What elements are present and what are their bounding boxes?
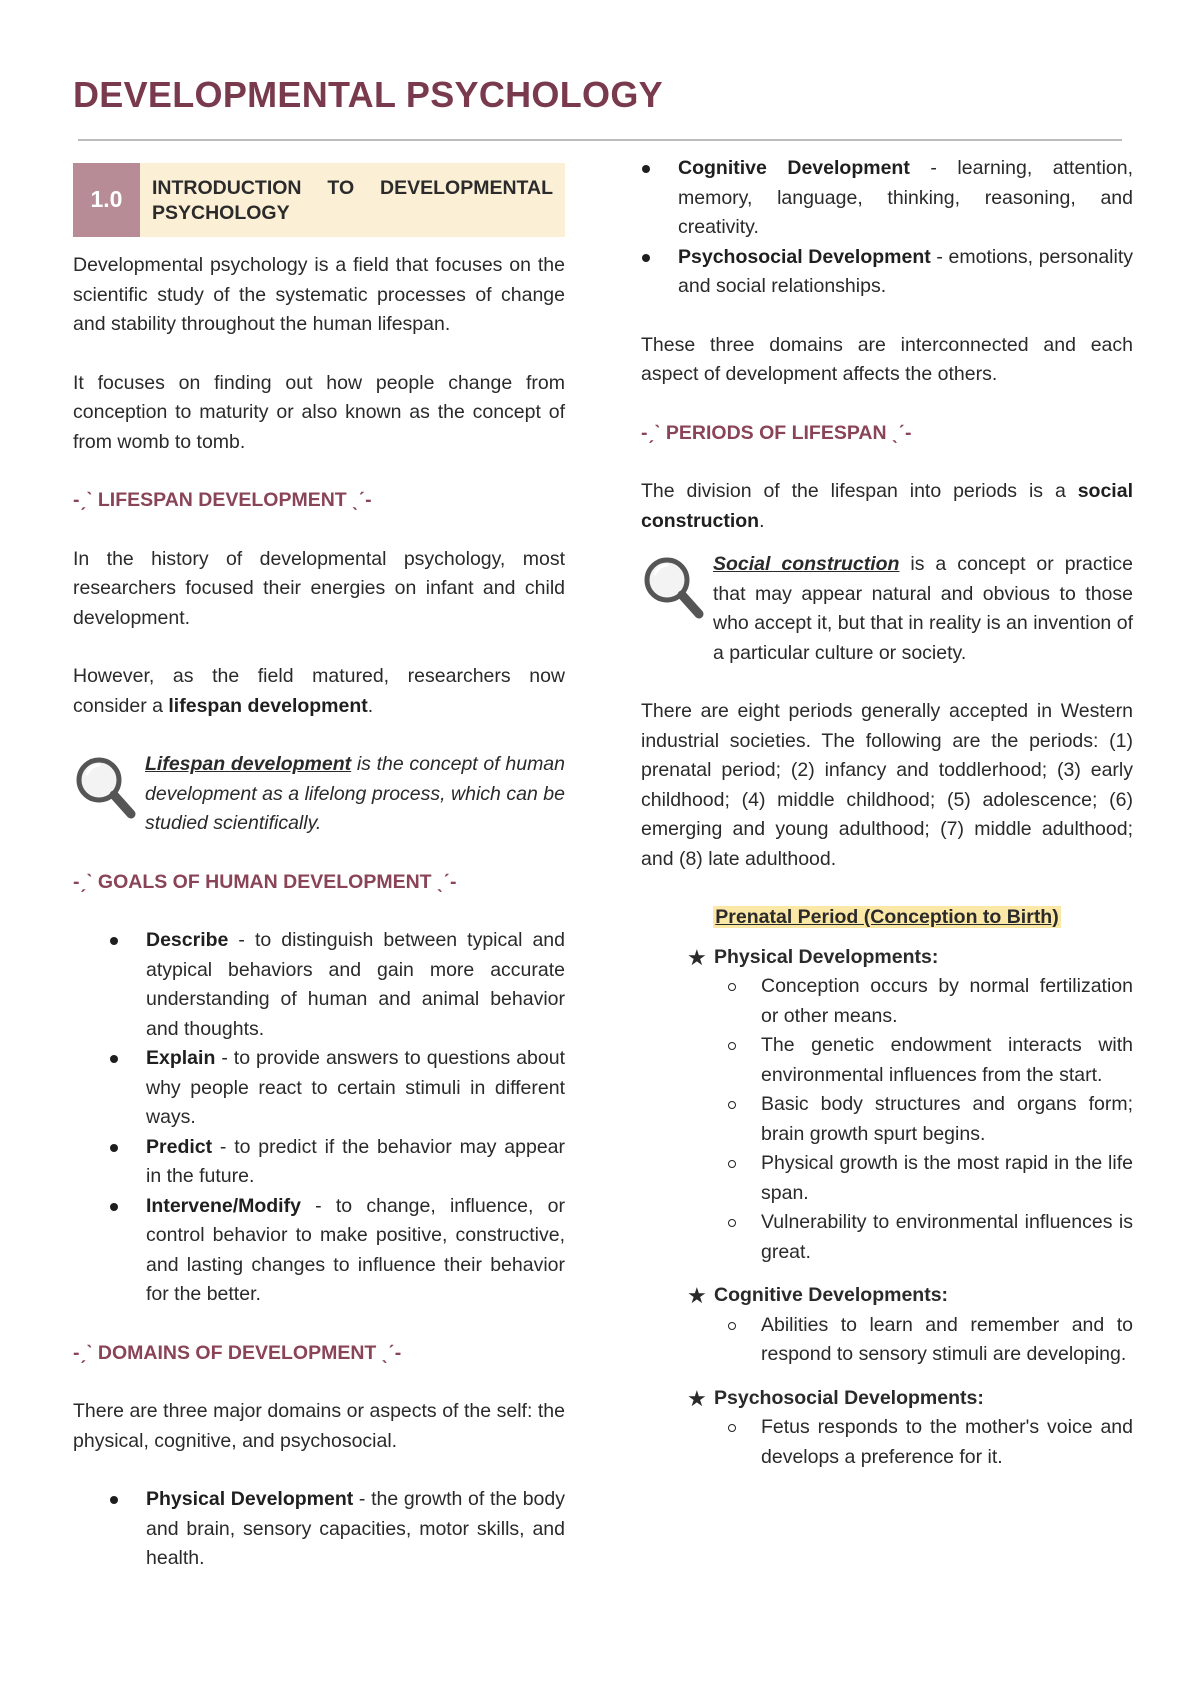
list-item: Psychosocial Development - emotions, personality and social relationships.	[678, 243, 1133, 302]
periods-paragraph-2: There are eight periods generally accepted in Western industrial societies. The following are the periods: (1) prenatal period; (2) infancy and toddlerhood; (3) early childhood; (4) middle childhood; (5) adolescence; (6) emerging and young adulthood; (7) middle adulthood; and (8) late adulthood.	[641, 700, 1133, 870]
section-header	[73, 163, 565, 237]
lifespan-paragraph-2: However, as the field matured, researchers now consider a lifespan development.	[73, 665, 565, 717]
star-icon: ★	[687, 1385, 707, 1411]
domains-intro: There are three major domains or aspects of the self: the physical, cognitive, and psychosocial.	[73, 1400, 565, 1452]
list-item: Basic body structures and organs form; brain growth spurt begins.	[761, 1090, 1133, 1149]
periods-heading: -ˏˋ PERIODS OF LIFESPAN ˎˊ-	[641, 421, 912, 444]
star-icon: ★	[687, 944, 707, 970]
intro-paragraph-2: It focuses on finding out how people change from conception to maturity or also known as the concept of from womb to tomb.	[73, 371, 565, 453]
magnifier-icon	[641, 550, 713, 634]
page-title: DEVELOPMENTAL PSYCHOLOGY	[73, 74, 663, 115]
star-icon: ★	[687, 1283, 707, 1308]
social-construction-term: social construction	[641, 480, 1133, 532]
psychosocial-developments-list	[641, 1413, 1133, 1472]
list-item: Physical growth is the most rapid in the life span.	[761, 1149, 1133, 1208]
callout-term: Social construction	[713, 553, 900, 575]
section-title: INTRODUCTION TO DEVELOPMENTAL PSYCHOLOGY	[152, 177, 553, 224]
list-item: The genetic endowment interacts with environmental influences from the start.	[761, 1031, 1133, 1090]
periods-paragraph-1: The division of the lifespan into periods is a social construction.	[641, 480, 1133, 532]
lifespan-callout	[73, 750, 565, 839]
lifespan-heading: -ˏˋ LIFESPAN DEVELOPMENT ˎˊ-	[73, 489, 372, 511]
title-divider	[78, 139, 1122, 141]
physical-developments-label: ★ Physical Developments:	[687, 944, 939, 970]
domains-list-left	[73, 1485, 565, 1574]
lifespan-development-term: lifespan development	[168, 694, 368, 717]
list-item: Abilities to learn and remember and to respond to sensory stimuli are developing.	[761, 1311, 1133, 1370]
domains-heading: -ˏˋ DOMAINS OF DEVELOPMENT ˎˊ-	[73, 1341, 402, 1364]
cognitive-developments-list	[641, 1311, 1133, 1370]
domains-note: These three domains are interconnected and each aspect of development affects the others.	[641, 333, 1133, 385]
list-item: Describe - to distinguish between typical and atypical behaviors and gain more accurate understanding of human and animal behavior and thoughts.	[146, 926, 565, 1044]
list-item: Physical Development - the growth of the body and brain, sensory capacities, motor skills, and health.	[146, 1485, 565, 1574]
callout-text: is the concept of human development as a lifelong process, which can be studied scientifically.	[145, 753, 565, 834]
prenatal-title: Prenatal Period (Conception to Birth)	[715, 906, 1059, 928]
list-item: Vulnerability to environmental influences is great.	[761, 1208, 1133, 1267]
domains-list-right	[641, 154, 1133, 302]
cognitive-developments-label: ★ Cognitive Developments:	[687, 1283, 949, 1308]
intro-paragraph-1: Developmental psychology is a field that focuses on the scientific study of the systematic processes of change and stability throughout the human lifespan.	[73, 254, 565, 335]
list-item: Cognitive Development - learning, attention, memory, language, thinking, reasoning, and creativity.	[678, 154, 1133, 243]
list-item: Predict - to predict if the behavior may appear in the future.	[146, 1133, 565, 1192]
goals-heading: -ˏˋ GOALS OF HUMAN DEVELOPMENT ˎˊ-	[73, 870, 457, 893]
list-item: Conception occurs by normal fertilization or other means.	[761, 972, 1133, 1031]
callout-term: Lifespan development	[145, 753, 352, 775]
list-item: Intervene/Modify - to change, influence, or control behavior to make positive, constructive, and lasting changes to influence their behavior for the better.	[146, 1192, 565, 1310]
goals-list	[73, 926, 565, 1310]
social-construction-callout	[641, 550, 1133, 668]
callout-text: is a concept or practice that may appear natural and obvious to those who accept it, but that in reality is an invention of a particular culture or society.	[713, 553, 1133, 664]
left-column	[73, 160, 565, 1574]
physical-developments-list	[641, 972, 1133, 1267]
list-item: Fetus responds to the mother's voice and develops a preference for it.	[761, 1413, 1133, 1472]
lifespan-paragraph-1: In the history of developmental psychology, most researchers focused their energies on infant and child development.	[73, 547, 565, 629]
magnifier-icon	[73, 750, 145, 834]
list-item: Explain - to provide answers to questions about why people react to certain stimuli in different ways.	[146, 1044, 565, 1133]
right-column	[641, 154, 1133, 1472]
psychosocial-developments-label: ★ Psychosocial Developments:	[687, 1385, 984, 1411]
section-number: 1.0	[73, 163, 140, 237]
